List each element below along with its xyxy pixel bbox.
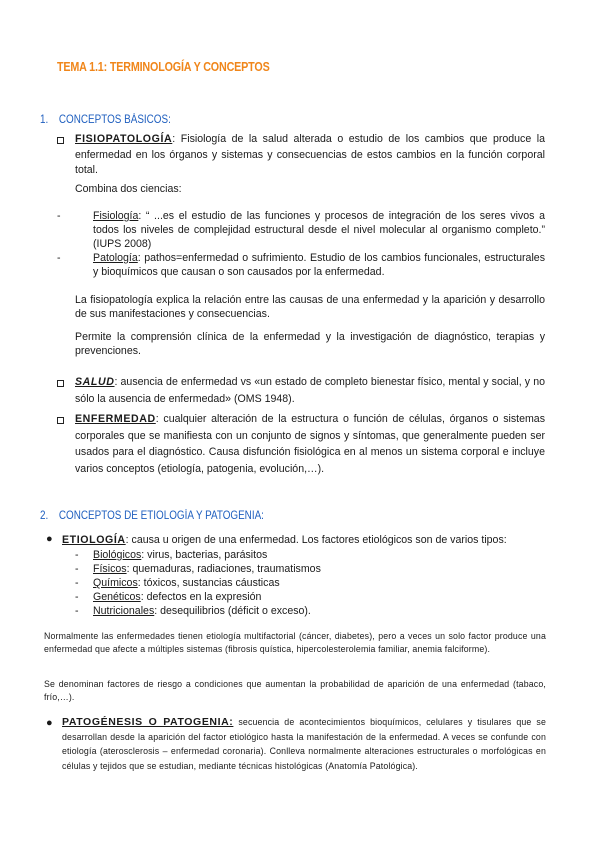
fisio-subitems	[57, 209, 545, 279]
salud-text: : ausencia de enfermedad vs «un estado de completo bienestar físico, mental y social, y no sólo la ausencia de enfermedad» (OMS 1948).	[75, 376, 545, 405]
patogenia-text: secuencia de acontecimientos bioquímicos, celulares y tisulares que se desarrollan desde la aparición del factor etiológico hasta la manifestación de la enfermedad. A veces se confunde con etiología (aterosclerosis – enfermedad coronaria). Conlleva normalmente alteraciones estructurales o morfológicas en células y tejidos que se estudian, mediante técnicas histológicas (Anatomía Patológica).	[62, 717, 546, 771]
term-salud: SALUD	[75, 376, 115, 388]
subitem-label: Fisiología	[93, 210, 139, 222]
dash-bullet: -	[75, 577, 79, 589]
term-fisiopatologia: FISIOPATOLOGÍA	[75, 133, 173, 145]
factores-riesgo-note: Se denominan factores de riesgo a condiciones que aumentan la probabilidad de aparición de una enfermedad (tabaco, frío,…).	[44, 679, 546, 702]
etiologia-factor-list	[75, 548, 535, 618]
term-enfermedad: ENFERMEDAD	[75, 413, 156, 425]
section-2-heading	[40, 510, 264, 522]
dash-bullet: -	[75, 563, 79, 575]
factor-label: Nutricionales	[93, 605, 155, 617]
enfermedad-text: : cualquier alteración de la estructura o función de células, órganos o sistemas corporales que se manifiesta con un conjunto de signos y síntomas, que generalmente pueden ser usados para el diagnóstico. Causa disfunción fisiológica en al menos un sistema corporal e incluye varios conceptos (etiología, patogenia, evolución,…).	[75, 413, 545, 475]
dash-bullet: -	[57, 210, 61, 222]
subitem-text: : “ ...es el estudio de las funciones y procesos de integración de los seres vivos a todos los niveles de complejidad estructural desde el nivel molecular al organismo completo.” (IUPS 2008)	[93, 210, 545, 250]
etiologia-definition	[62, 533, 552, 549]
checkbox-bullet-icon	[57, 380, 64, 387]
list-item	[75, 576, 535, 590]
factor-label: Biológicos	[93, 549, 142, 561]
patogenia-definition	[62, 715, 546, 773]
enfermedad-definition	[75, 411, 545, 477]
fisiopatologia-text: : Fisiología de la salud alterada o estudio de los cambios que produce la enfermedad en los órganos y sistemas y consecuencias de estos cambios en la función corporal total.	[75, 133, 545, 176]
dash-bullet: -	[75, 591, 79, 603]
section-2-number: 2.	[40, 510, 49, 522]
page-title: TEMA 1.1: TERMINOLOGÍA Y CONCEPTOS	[57, 60, 270, 74]
salud-definition	[75, 374, 545, 408]
list-item	[75, 590, 535, 604]
fisio-paragraph-2: Permite la comprensión clínica de la enfermedad y la investigación de diagnóstico, terapias y prevenciones.	[75, 331, 545, 357]
factor-text: : virus, bacterias, parásitos	[141, 549, 268, 561]
dash-bullet: -	[75, 549, 79, 561]
term-patogenia: PATOGÉNESIS O PATOGENIA:	[62, 716, 234, 728]
factor-label: Físicos	[93, 563, 127, 575]
list-item	[57, 251, 545, 279]
checkbox-bullet-icon	[57, 417, 64, 424]
section-1-heading	[40, 114, 171, 126]
factor-text: : defectos en la expresión	[140, 591, 262, 603]
factor-text: : tóxicos, sustancias cáusticas	[137, 577, 280, 589]
factor-text: : desequilibrios (déficit o exceso).	[154, 605, 311, 617]
list-item	[57, 209, 545, 251]
dash-bullet: -	[75, 605, 79, 617]
section-1-title: CONCEPTOS BÁSICOS:	[58, 114, 171, 126]
section-2-title: CONCEPTOS DE ETIOLOGÍA Y PATOGENIA:	[58, 510, 264, 522]
factor-label: Químicos	[93, 577, 138, 589]
etiologia-note-1: Normalmente las enfermedades tienen etiología multifactorial (cáncer, diabetes), pero a veces un solo factor produce una enfermedad que afecte a múltiples sistemas (fibrosis quística, hipercolesterolemia familiar, anemia falciforme).	[44, 631, 546, 654]
subitem-label: Patología	[93, 252, 138, 264]
checkbox-bullet-icon	[57, 137, 64, 144]
list-item	[75, 604, 535, 618]
subitem-text: : pathos=enfermedad o sufrimiento. Estudio de los cambios funcionales, estructurales y bioquímicos que causan o son causados por la enfermedad.	[93, 252, 545, 278]
dash-bullet: -	[57, 252, 61, 264]
combina-text: Combina dos ciencias:	[75, 183, 182, 195]
list-item	[75, 548, 535, 562]
fisiopatologia-definition	[75, 132, 545, 179]
bullet-dot-icon: ●	[46, 533, 53, 545]
fisio-paragraph-1: La fisiopatología explica la relación entre las causas de una enfermedad y la aparición y desarrollo de sus manifestaciones y consecuencias.	[75, 294, 545, 320]
factor-label: Genéticos	[93, 591, 141, 603]
factor-text: : quemaduras, radiaciones, traumatismos	[126, 563, 321, 575]
section-1-number: 1.	[40, 114, 49, 126]
bullet-dot-icon: ●	[46, 717, 53, 729]
etiologia-text: : causa u origen de una enfermedad. Los factores etiológicos son de varios tipos:	[125, 534, 507, 546]
term-etiologia: ETIOLOGÍA	[62, 534, 126, 546]
list-item	[75, 562, 535, 576]
